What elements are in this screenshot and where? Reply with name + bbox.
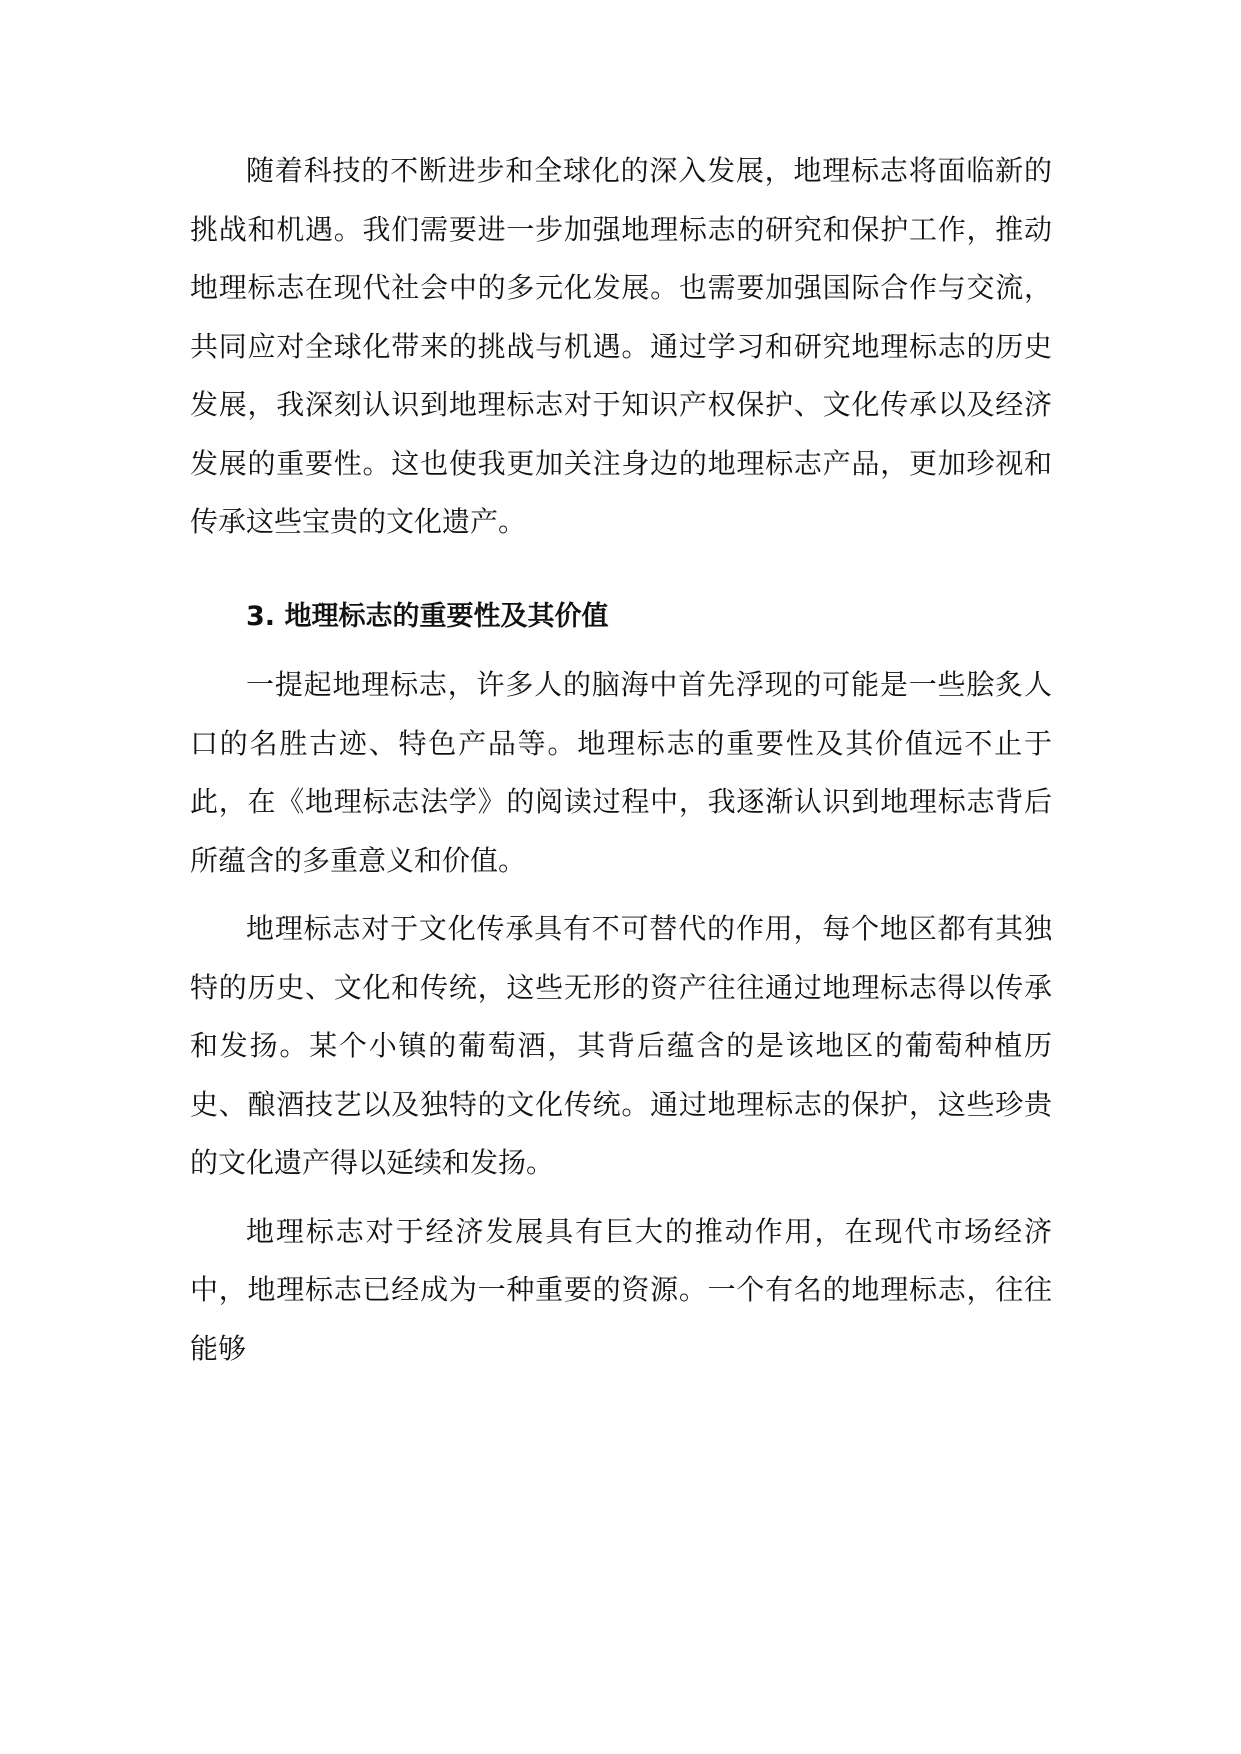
body-paragraph: 地理标志对于经济发展具有巨大的推动作用，在现代市场经济中，地理标志已经成为一种重要的资源。一个有名的地理标志，往往能够 (190, 1214, 1052, 1365)
section-heading: 3. 地理标志的重要性及其价值 (246, 600, 609, 632)
body-paragraph: 地理标志对于文化传承具有不可替代的作用，每个地区都有其独特的历史、文化和传统，这些无形的资产往往通过地理标志得以传承和发扬。某个小镇的葡萄酒，其背后蕴含的是该地区的葡萄种植历史、酿酒技艺以及独特的文化传统。通过地理标志的保护，这些珍贵的文化遗产得以延续和发扬。 (190, 912, 1052, 1179)
body-paragraph: 一提起地理标志，许多人的脑海中首先浮现的可能是一些脍炙人口的名胜古迹、特色产品等。地理标志的重要性及其价值远不止于此，在《地理标志法学》的阅读过程中，我逐渐认识到地理标志背后所蕴含的多重意义和价值。 (190, 668, 1052, 877)
document-body (190, 142, 1052, 1378)
intro-paragraph: 随着科技的不断进步和全球化的深入发展，地理标志将面临新的挑战和机遇。我们需要进一步加强地理标志的研究和保护工作，推动地理标志在现代社会中的多元化发展。也需要加强国际合作与交流，共同应对全球化带来的挑战与机遇。通过学习和研究地理标志的历史发展，我深刻认识到地理标志对于知识产权保护、文化传承以及经济发展的重要性。这也使我更加关注身边的地理标志产品，更加珍视和传承这些宝贵的文化遗产。 (190, 154, 1052, 538)
